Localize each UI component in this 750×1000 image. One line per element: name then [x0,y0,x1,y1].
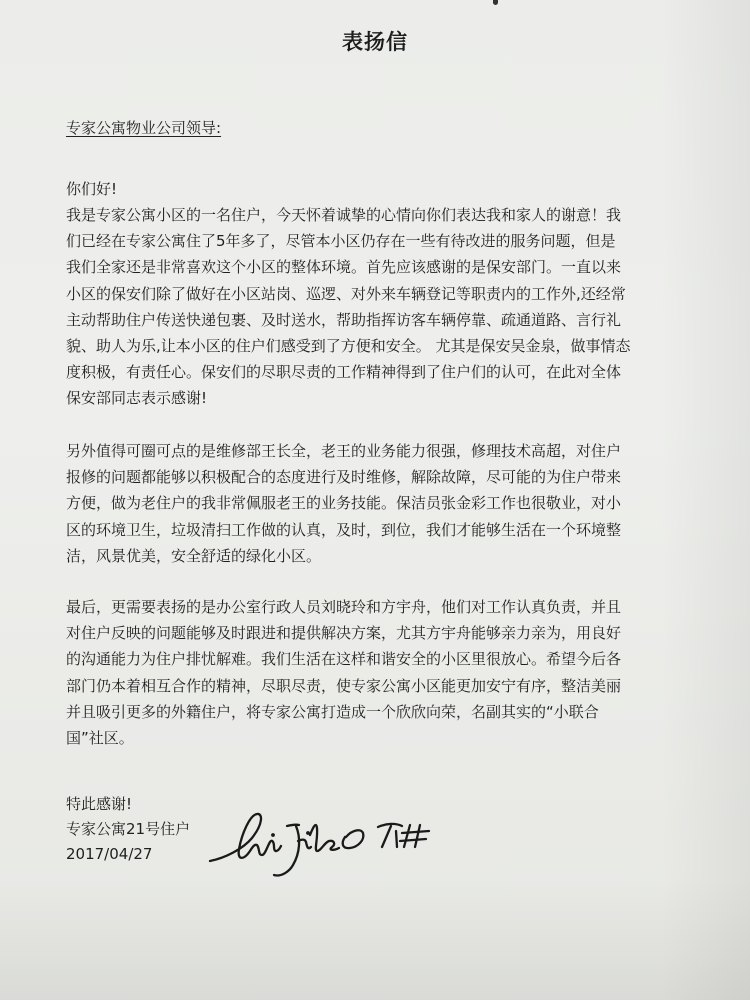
sender-name: 专家公寓21号住户 [66,820,191,838]
paragraph-office-thanks [66,594,706,751]
greeting [66,176,706,202]
paragraph-line: 洁，风景优美，安全舒适的绿化小区。 [66,546,322,565]
paragraph-line: 主动帮助住户传送快递包裹、及时送水，帮助指挥访客车辆停靠、疏通道路、言行礼 [66,310,622,329]
paragraph-line: 度积极，有责任心。保安们的尽职尽责的工作精神得到了住户们的认可，在此对全体 [66,363,622,382]
paragraph-line: 我们全家还是非常喜欢这个小区的整体环境。首先应该感谢的是保安部门。一直以来 [66,258,622,277]
closing-block [66,792,190,867]
paragraph-line: 区的环境卫生，垃圾清扫工作做的认真，及时，到位，我们才能够生活在一个环境整 [66,520,622,539]
paragraph-line: 貌、助人为乐,让本小区的住户们感受到了方便和安全。 尤其是保安吴金泉，做事情态 [66,337,631,356]
paragraph-line: 对住户反映的问题能够及时跟进和提供解决方案，尤其方宇舟能够亲力亲为，用良好 [66,624,622,643]
paragraph-line: 最后，更需要表扬的是办公室行政人员刘晓玲和方宇舟，他们对工作认真负责，并且 [66,598,622,616]
paper-shadow-bottom [0,880,750,1000]
letter-date: 2017/04/27 [66,845,153,863]
greeting-line: 你们好! [66,180,118,198]
paragraph-line: 们已经在专家公寓住了5年多了，尽管本小区仍存在一些有待改进的服务问题，但是 [66,232,616,251]
paragraph-security-thanks [66,202,706,412]
paragraph-line: 国”社区。 [66,729,134,748]
paragraph-line: 另外值得可圈可点的是维修部王长全，老王的业务能力很强，修理技术高超，对住户 [66,442,622,460]
paragraph-line: 报修的问题都能够以积极配合的态度进行及时维修，解除故障，尽可能的为住户带来 [66,468,622,487]
paragraph-line: 的沟通能力为住户排忧解难。我们生活在这样和谐安全的小区里很放心。希望今后各 [66,650,622,669]
handwritten-signature [205,795,435,885]
paragraph-line: 小区的保安们除了做好在小区站岗、巡逻、对外来车辆登记等职责内的工作外,还经常 [66,284,626,303]
paragraph-line: 保安部同志表示感谢! [66,389,208,408]
closing-thanks: 特此感谢! [66,795,133,813]
paper-mark [493,0,498,5]
paragraph-line: 并且吸引更多的外籍住户，将专家公寓打造成一个欣欣向荣，名副其实的“小联合 [66,702,599,721]
paragraph-line: 我是专家公寓小区的一名住户，今天怀着诚挚的心情向你们表达我和家人的谢意！我 [66,206,622,224]
salutation: 专家公寓物业公司领导: [66,119,222,137]
paragraph-line: 部门仍本着相互合作的精神，尽职尽责，使专家公寓小区能更加安宁有序，整洁美丽 [66,676,622,695]
paragraph-line: 方便，做为老住户的我非常佩服老王的业务技能。保洁员张金彩工作也很敬业，对小 [66,494,622,513]
letter-title: 表扬信 [342,30,408,54]
paragraph-maintenance-thanks [66,438,706,569]
